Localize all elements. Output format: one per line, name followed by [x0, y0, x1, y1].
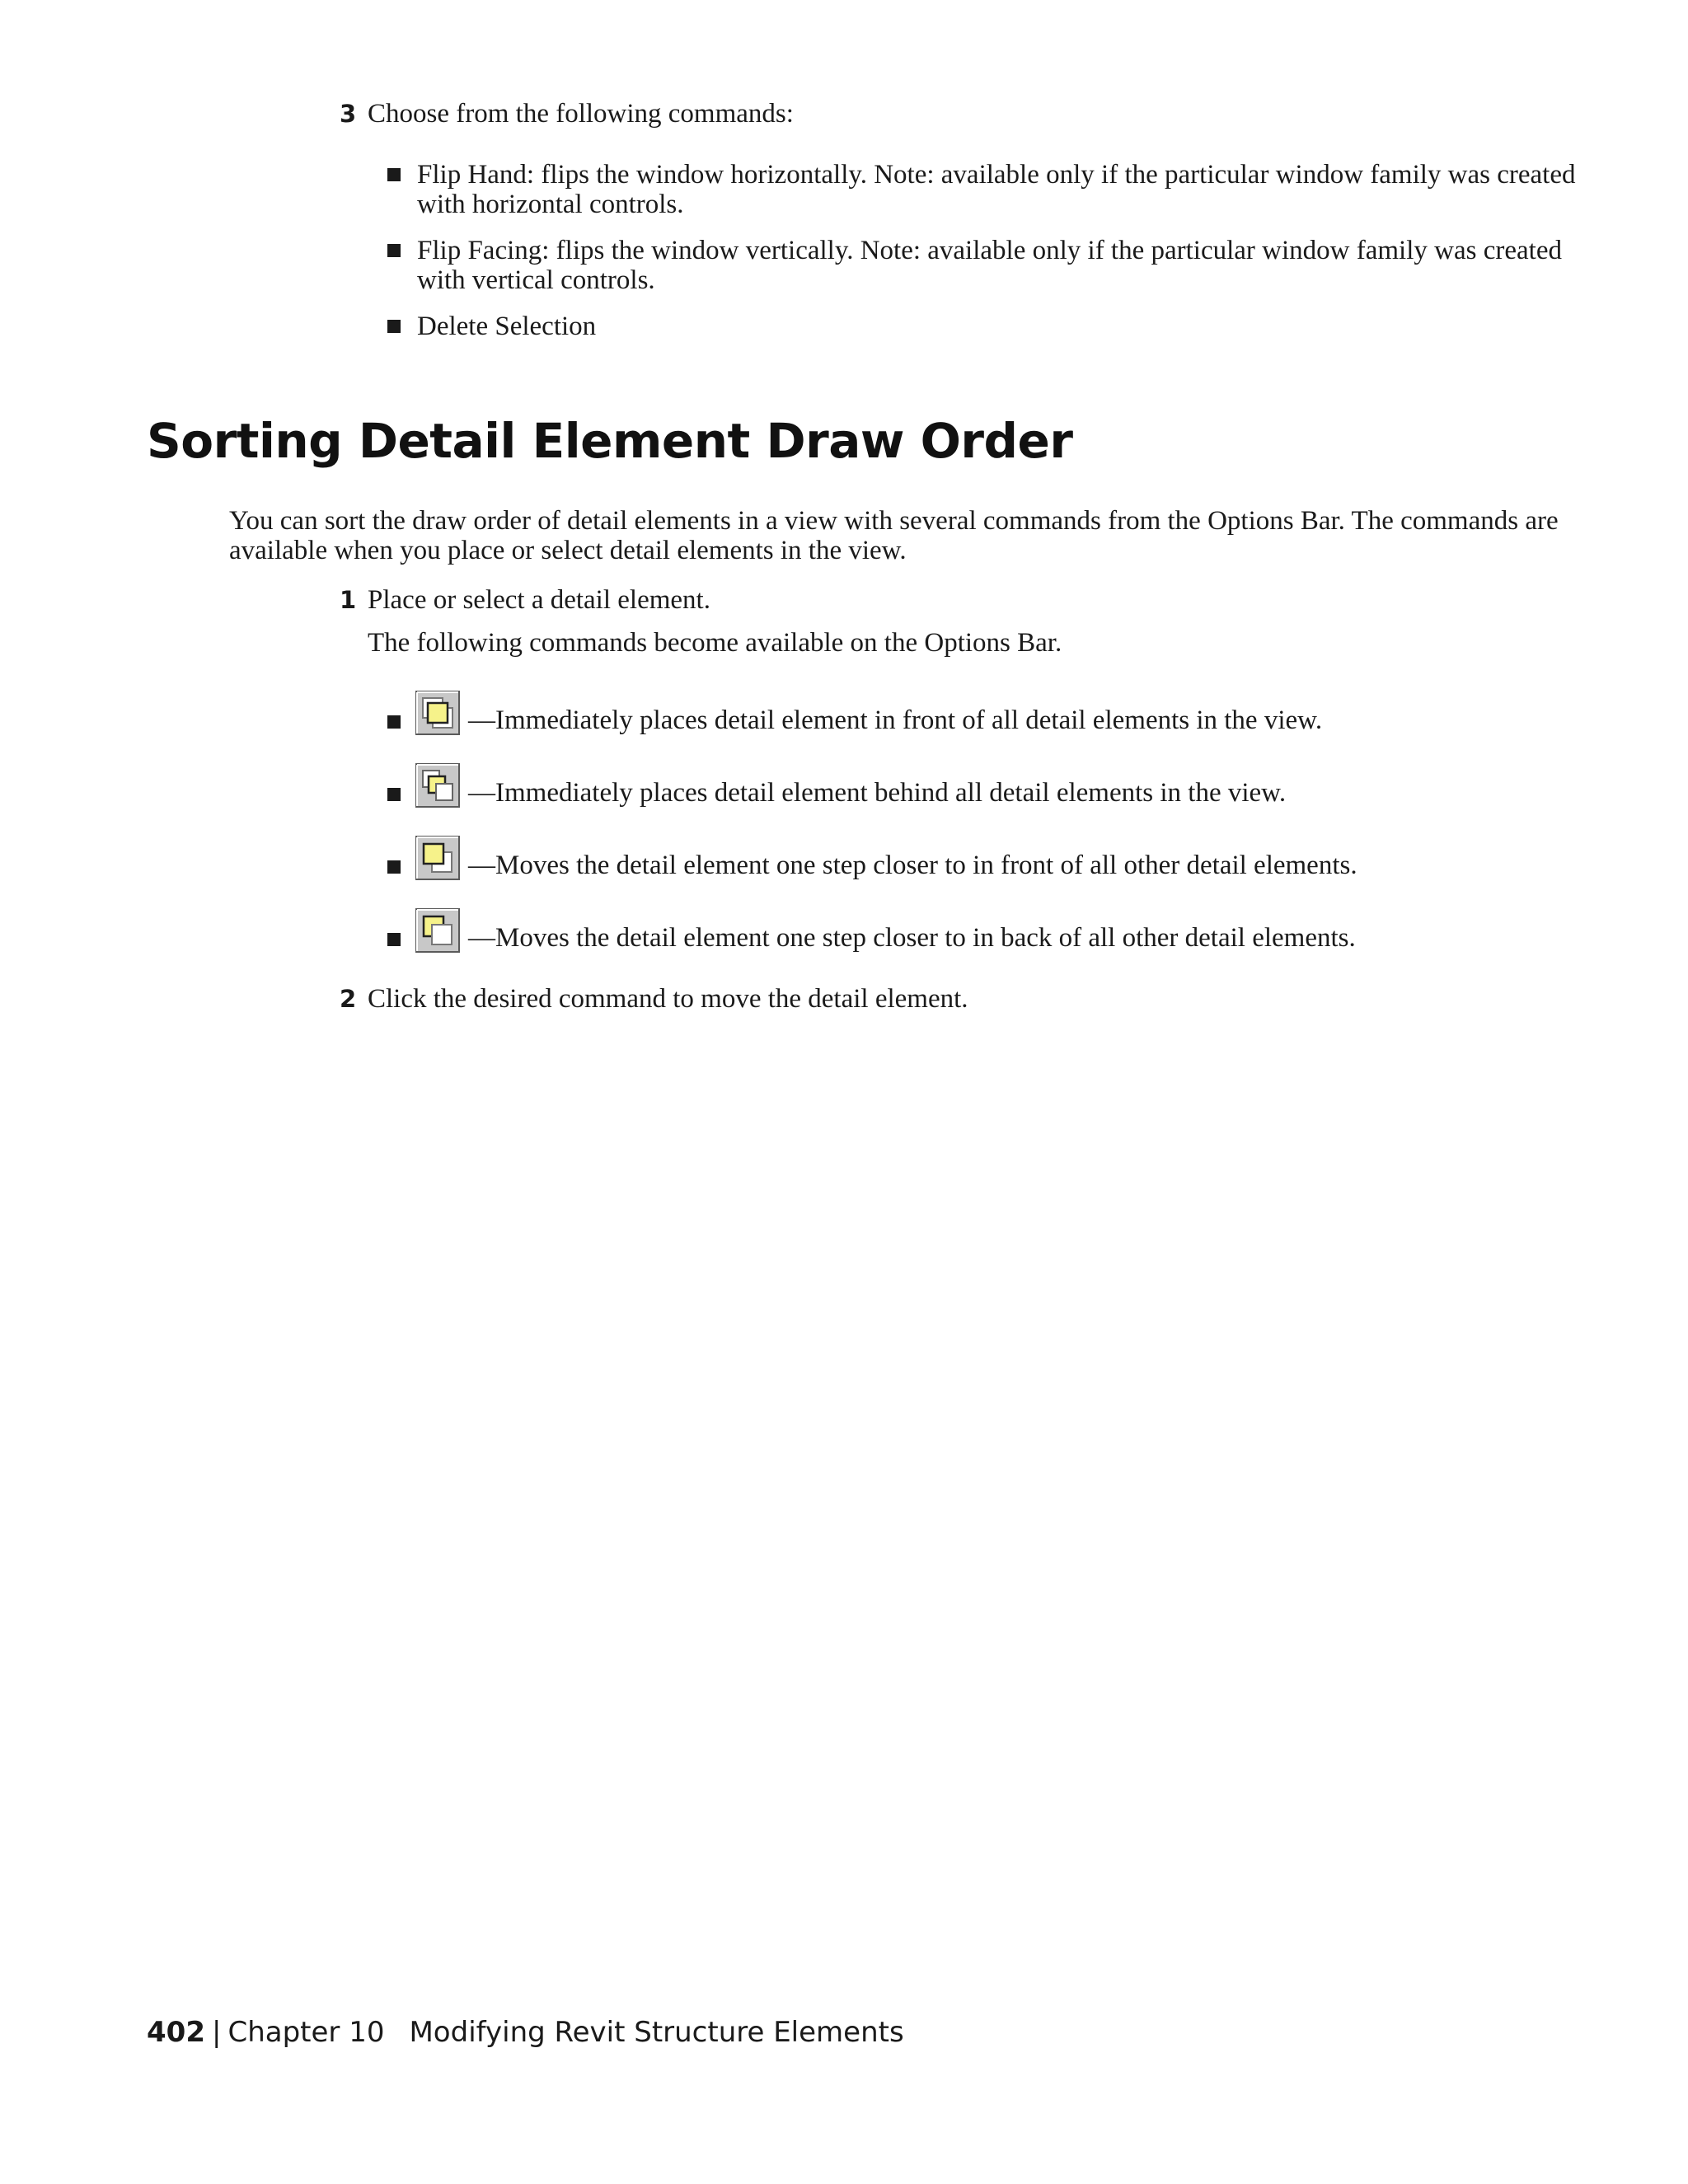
square-bullet-icon [387, 244, 401, 257]
square-bullet-icon [387, 168, 401, 181]
send-to-back-icon[interactable] [415, 763, 460, 808]
square-bullet-icon [387, 860, 401, 874]
square-bullet-icon [387, 320, 401, 333]
step-number: 2 [340, 985, 357, 1013]
command-item [387, 691, 1574, 737]
page-footer [147, 2016, 904, 2049]
step-subtext: The following commands become available on the Options Bar. [368, 628, 1062, 658]
command-item [387, 908, 1574, 954]
bring-forward-icon[interactable] [415, 836, 460, 880]
intro-paragraph: You can sort the draw order of detail elements in a view with several commands from the Options Bar. The commands are available when you place or select detail elements in the view. [229, 506, 1559, 565]
step-number: 3 [340, 100, 357, 128]
section-heading: Sorting Detail Element Draw Order [147, 413, 1073, 469]
square-bullet-icon [387, 933, 401, 946]
send-backward-icon[interactable] [415, 908, 460, 953]
step-number: 1 [340, 586, 357, 614]
command-text: —Immediately places detail element in front of all detail elements in the view. [468, 705, 1323, 735]
bring-to-front-icon[interactable] [415, 691, 460, 735]
footer-chapter: Chapter 10 [227, 2016, 385, 2049]
footer-title: Modifying Revit Structure Elements [409, 2016, 904, 2049]
command-item [387, 836, 1574, 882]
command-item [387, 763, 1574, 809]
square-bullet-icon [387, 788, 401, 801]
step-text: Place or select a detail element. [368, 585, 710, 615]
step-text: Click the desired command to move the detail element. [368, 984, 968, 1014]
bullet-text: Flip Facing: flips the window vertically. Note: available only if the particular window family was created with vertical controls. [417, 236, 1562, 295]
command-text: —Immediately places detail element behind all detail elements in the view. [468, 778, 1287, 808]
command-text: —Moves the detail element one step closer to in front of all other detail elements. [468, 851, 1357, 880]
bullet-text: Flip Hand: flips the window horizontally. Note: available only if the particular window family was created with horizontal controls. [417, 160, 1576, 219]
footer-separator: | [211, 2016, 222, 2049]
square-bullet-icon [387, 715, 401, 729]
bullet-text: Delete Selection [417, 312, 597, 341]
step-text: Choose from the following commands: [368, 99, 794, 129]
page-number: 402 [147, 2016, 205, 2049]
command-text: —Moves the detail element one step closer to in back of all other detail elements. [468, 923, 1356, 953]
